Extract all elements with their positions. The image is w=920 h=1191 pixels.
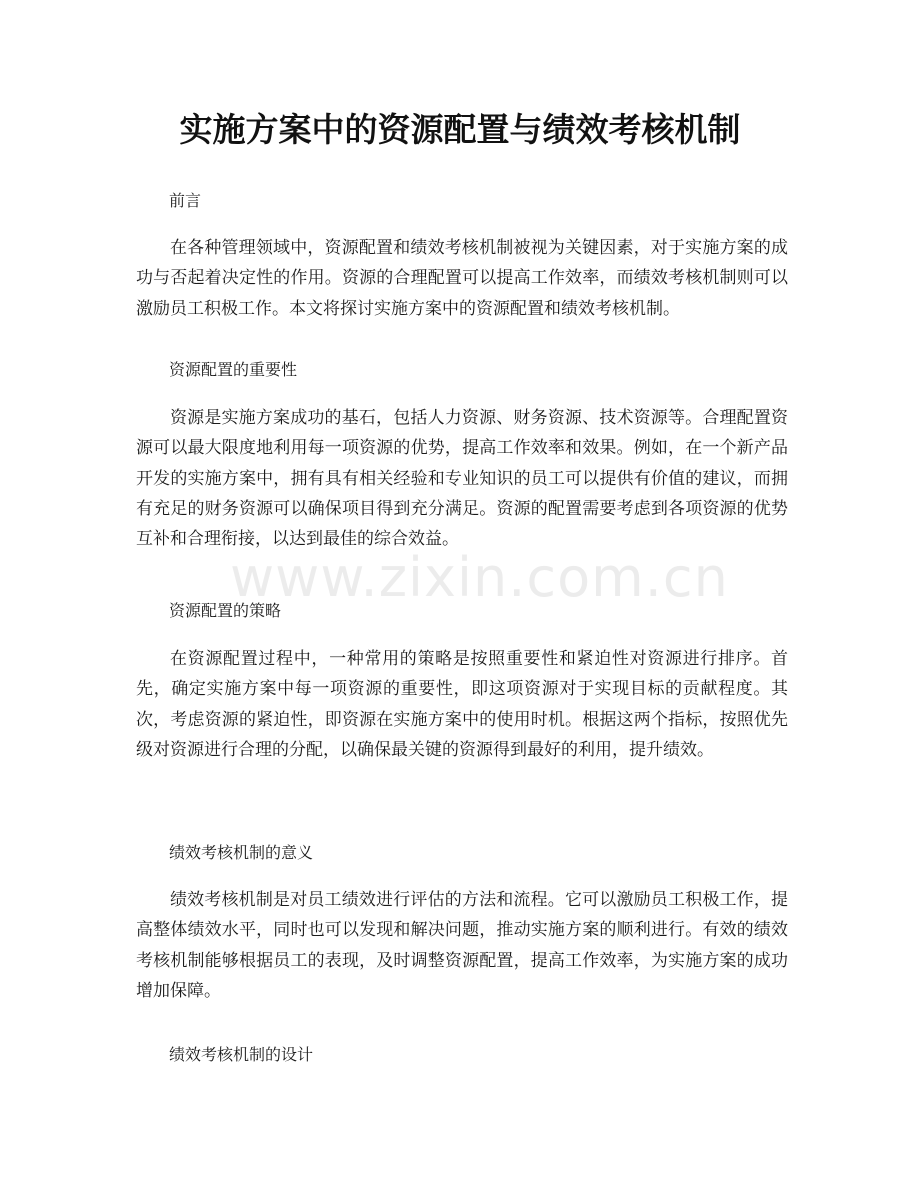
watermark-text: www.zixin.com.cn <box>230 546 729 609</box>
section-body-resource-importance: 资源是实施方案成功的基石，包括人力资源、财务资源、技术资源等。合理配置资源可以最大限度地利用每一项资源的优势，提高工作效率和效果。例如，在一个新产品开发的实施方案中，拥有具有相关经验和专业知识的员工可以提供有价值的建议，而拥有充足的财务资源可以确保项目得到充分满足。资源的配置需要考虑到各项资源的优势互补和合理衔接，以达到最佳的综合效益。 <box>136 408 788 550</box>
section-heading-performance-meaning: 绩效考核机制的意义 <box>169 843 314 862</box>
document-title: 实施方案中的资源配置与绩效考核机制 <box>179 110 741 149</box>
section-heading-resource-strategy: 资源配置的策略 <box>169 601 282 620</box>
section-body-foreword: 在各种管理领域中，资源配置和绩效考核机制被视为关键因素，对于实施方案的成功与否起着决定性的作用。资源的合理配置可以提高工作效率，而绩效考核机制则可以激励员工积极工作。本文将探讨实施方案中的资源配置和绩效考核机制。 <box>136 238 788 319</box>
section-body-performance-meaning: 绩效考核机制是对员工绩效进行评估的方法和流程。它可以激励员工积极工作，提高整体绩效水平，同时也可以发现和解决问题，推动实施方案的顺利进行。有效的绩效考核机制能够根据员工的表现，及时调整资源配置，提高工作效率，为实施方案的成功增加保障。 <box>136 890 788 1001</box>
section-heading-resource-importance: 资源配置的重要性 <box>169 360 298 379</box>
section-body-resource-strategy: 在资源配置过程中，一种常用的策略是按照重要性和紧迫性对资源进行排序。首先，确定实施方案中每一项资源的重要性，即这项资源对于实现目标的贡献程度。其次，考虑资源的紧迫性，即资源在实施方案中的使用时机。根据这两个指标，按照优先级对资源进行合理的分配，以确保最关键的资源得到最好的利用，提升绩效。 <box>136 649 788 760</box>
section-heading-performance-design: 绩效考核机制的设计 <box>169 1045 314 1064</box>
section-heading-foreword: 前言 <box>169 191 202 210</box>
